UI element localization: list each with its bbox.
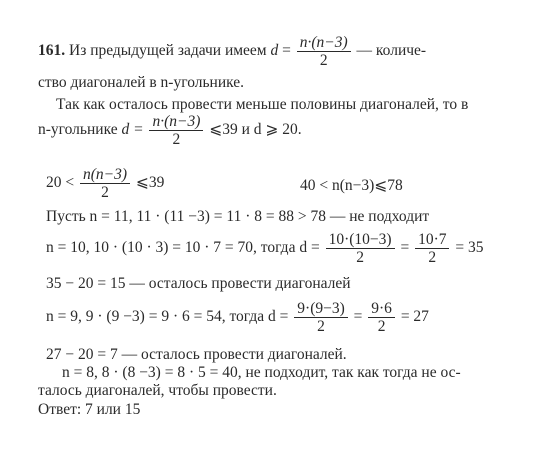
fraction-denominator: 2 [356,249,364,266]
fraction-numerator: n·(n−3) [149,113,203,131]
line-3: Так как осталось провести меньше половины диагоналей, то в [56,96,469,113]
fraction-numerator: 9·6 [368,300,395,318]
answer-line: Ответ: 7 или 15 [38,401,141,418]
case-10-pre: n = 10, 10 · (10 · 3) = 10 · 7 = 70, тогда d = [46,239,320,257]
line-1 [38,34,426,69]
line-2: ство диагоналей в n-угольнике. [38,74,245,91]
fraction-denominator: 2 [377,318,386,335]
fraction-denominator: 2 [319,52,328,69]
fraction-denominator: 2 [428,249,437,266]
line-5-left [46,166,164,201]
problem-number: 161. [38,42,66,60]
case-9-post: = 27 [400,308,429,326]
fraction-numerator: 10·(10−3) [326,231,395,249]
intro-tail: — количе- [356,42,427,60]
line-10: 27 − 20 = 7 — осталось провести диагоналей. [46,346,347,363]
inequality-fraction [149,113,203,148]
ngon-label: n-угольнике [38,121,118,139]
fraction-numerator: 10·7 [415,231,449,249]
fraction-denominator: 2 [172,131,181,148]
fraction-numerator: n(n−3) [80,166,130,184]
equals-sign: = [353,308,363,326]
line-6: Пусть n = 11, 11 · (11 −3) = 11 · 8 = 88 > 78 — не подходит [46,208,430,225]
case-10-fraction-1 [326,231,395,266]
var-d: d [270,42,279,60]
case-9-fraction-2 [368,300,395,335]
fraction-denominator: 2 [317,318,325,335]
case-10-post: = 35 [455,239,484,257]
case-9-fraction-1 [294,300,347,335]
equals-sign: = [400,239,410,257]
diagonal-formula-fraction [297,34,351,69]
ineq-left-pre: 20 < [46,174,75,192]
fraction-denominator: 2 [101,184,109,201]
fraction-numerator: 9·(9−3) [294,300,347,318]
line-12: талось диагоналей, чтобы провести. [38,382,277,399]
case-9-pre: n = 9, 9 · (9 −3) = 9 · 6 = 54, тогда d = [46,308,289,326]
line-7 [46,231,483,266]
line-4 [38,113,302,148]
line-11: n = 8, 8 · (8 −3) = 8 · 5 = 40, не подходит, так как тогда не ос- [62,364,461,381]
line-9 [46,300,429,335]
line-5-right: 40 < n(n−3)⩽78 [300,177,403,194]
case-10-fraction-2 [415,231,449,266]
intro-text: Из предыдущей задачи имеем [69,42,267,60]
inequality-tail: ⩽39 и d ⩾ 20. [209,121,302,139]
ineq-left-post: ⩽39 [135,174,165,192]
d-equals: d = [121,121,144,139]
equals-sign: = [282,42,291,60]
ineq-fraction [80,166,130,201]
fraction-numerator: n·(n−3) [297,34,351,52]
line-8: 35 − 20 = 15 — осталось провести диагоналей [46,275,351,292]
